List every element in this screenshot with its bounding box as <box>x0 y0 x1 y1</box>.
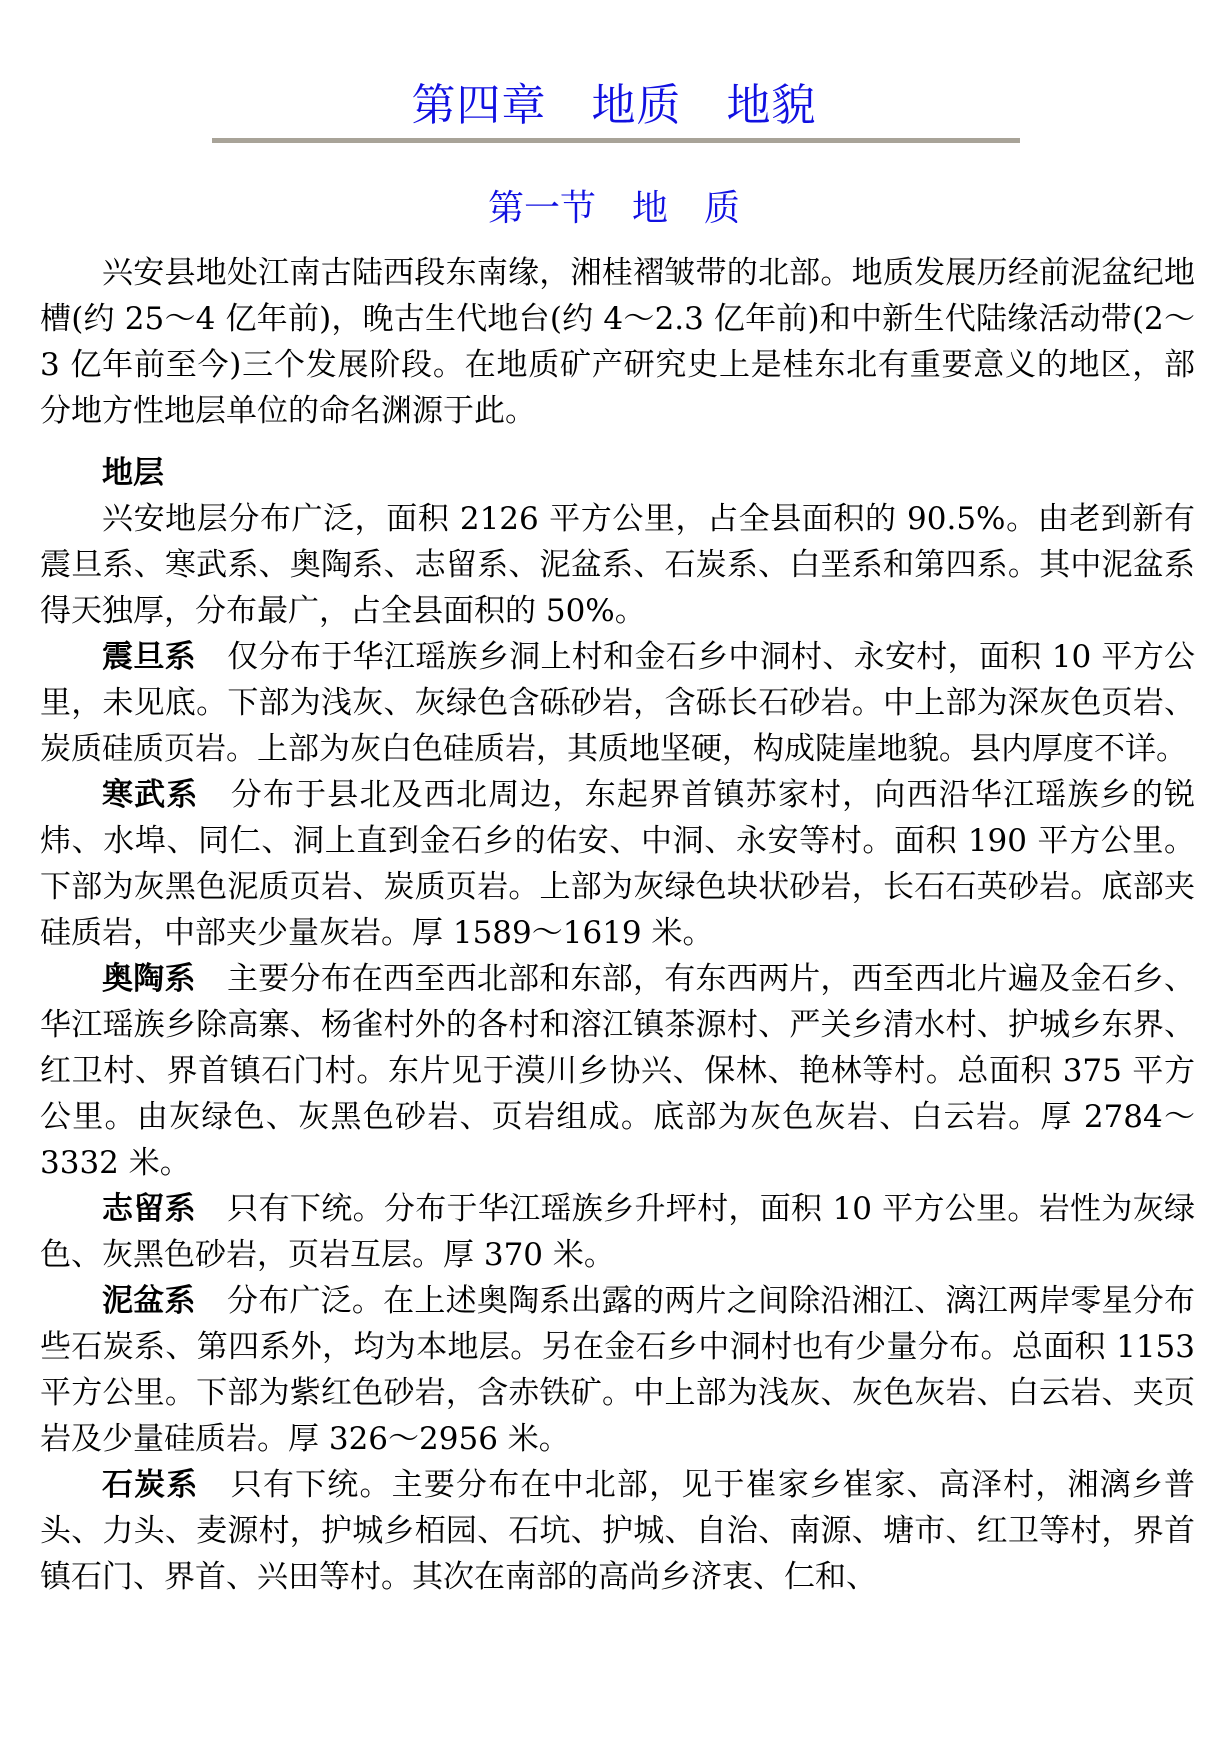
system-name: 志留系 <box>102 1191 196 1227</box>
system-gap <box>196 1191 227 1227</box>
system-paragraph-devonian <box>40 1278 1195 1462</box>
system-gap <box>196 639 227 675</box>
strata-overview: 兴安地层分布广泛，面积 2126 平方公里，占全县面积的 90.5%。由老到新有震旦系、寒武系、奥陶系、志留系、泥盆系、石炭系、白垩系和第四系。其中泥盆系得天独厚，分布最广，占全县面积的 50%。 <box>40 501 1195 629</box>
section-title: 第一节 地 质 <box>487 188 740 229</box>
title-divider <box>212 138 1020 143</box>
intro-paragraph: 兴安县地处江南古陆西段东南缘，湘桂褶皱带的北部。地质发展历经前泥盆纪地槽(约 25～4 亿年前)，晚古生代地台(约 4～2.3 亿年前)和中新生代陆缘活动带(2～3 亿年前至今)三个发展阶段。在地质矿产研究史上是桂东北有重要意义的地区，部分地方性地层单位的命名渊源于此。 <box>40 255 1195 429</box>
system-paragraph-carboniferous <box>40 1462 1195 1600</box>
system-text: 只有下统。主要分布在中北部，见于崔家乡崔家、高泽村，湘漓乡普头、力头、麦源村，护城乡栢园、石坑、护城、自治、南源、塘市、红卫等村，界首镇石门、界首、兴田等村。其次在南部的高尚乡济衷、仁和、 <box>40 1467 1196 1595</box>
system-gap <box>199 1467 231 1503</box>
system-paragraph-sinian <box>40 634 1195 772</box>
system-gap <box>196 961 227 997</box>
system-gap <box>196 1283 227 1319</box>
system-name: 寒武系 <box>102 777 199 813</box>
system-name: 泥盆系 <box>102 1283 196 1319</box>
system-text: 主要分布在西至西北部和东部，有东西两片，西至西北片遍及金石乡、华江瑶族乡除高寨、杨雀村外的各村和溶江镇茶源村、严关乡清水村、护城乡东界、红卫村、界首镇石门村。东片见于漠川乡协兴、保林、艳林等村。总面积 375 平方公里。由灰绿色、灰黑色砂岩、页岩组成。底部为灰色灰岩、白云岩。厚 2784～3332 米。 <box>40 961 1196 1181</box>
system-name: 奥陶系 <box>102 961 196 997</box>
system-paragraph-ordovician <box>40 956 1195 1186</box>
strata-heading: 地层 <box>102 455 164 491</box>
system-text: 只有下统。分布于华江瑶族乡升坪村，面积 10 平方公里。岩性为灰绿色、灰黑色砂岩，页岩互层。厚 370 米。 <box>40 1191 1196 1273</box>
intro-block <box>40 250 1195 434</box>
system-text: 分布广泛。在上述奥陶系出露的两片之间除沿湘江、漓江两岸零星分布些石炭系、第四系外，均为本地层。另在金石乡中洞村也有少量分布。总面积 1153 平方公里。下部为紫红色砂岩，含赤铁矿。中上部为浅灰、灰色灰岩、白云岩、夹页岩及少量硅质岩。厚 326～2956 米。 <box>40 1283 1196 1457</box>
system-name: 震旦系 <box>102 639 196 675</box>
system-paragraph-cambrian <box>40 772 1195 956</box>
system-gap <box>199 777 231 813</box>
system-paragraph-silurian <box>40 1186 1195 1278</box>
strata-block <box>40 450 1195 1600</box>
system-text: 分布于县北及西北周边，东起界首镇苏家村，向西沿华江瑶族乡的锐炜、水埠、同仁、洞上直到金石乡的佑安、中洞、永安等村。面积 190 平方公里。下部为灰黑色泥质页岩、炭质页岩。上部为灰绿色块状砂岩，长石石英砂岩。底部夹硅质岩，中部夹少量灰岩。厚 1589～1619 米。 <box>40 777 1196 951</box>
system-name: 石炭系 <box>102 1467 199 1503</box>
chapter-title: 第四章 地质 地貌 <box>411 80 817 131</box>
system-text: 仅分布于华江瑶族乡洞上村和金石乡中洞村、永安村，面积 10 平方公里，未见底。下部为浅灰、灰绿色含砾砂岩，含砾长石砂岩。中上部为深灰色页岩、炭质硅质页岩。上部为灰白色硅质岩，其质地坚硬，构成陡崖地貌。县内厚度不详。 <box>40 639 1196 767</box>
